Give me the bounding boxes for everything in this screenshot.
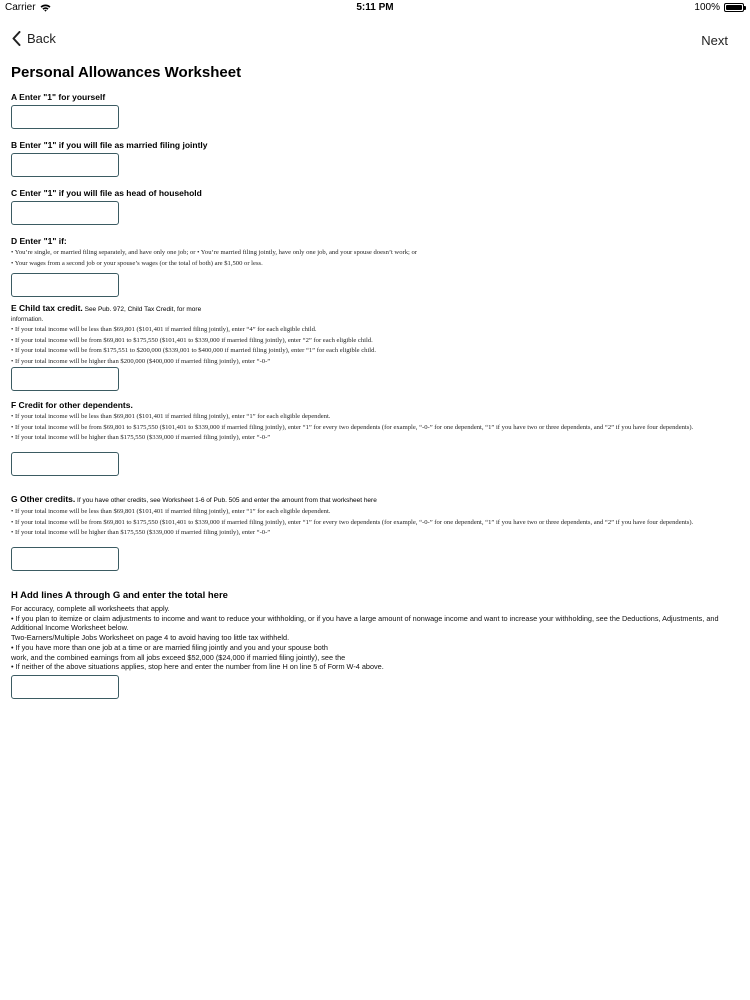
section-e-note: See Pub. 972, Child Tax Credit, for more xyxy=(82,306,202,313)
line-e-input[interactable] xyxy=(11,367,119,391)
line-d-input[interactable] xyxy=(11,273,119,297)
section-c-label: C Enter "1" if you will file as head of household xyxy=(11,188,202,198)
section-d xyxy=(11,236,736,297)
h-text-line: • If you plan to itemize or claim adjustments to income and want to reduce your withholding, or if you have a large amount of nonwage income and want to increase your withholding, see the Deductions, Adjustments, and Additional Income Worksheet below. xyxy=(11,613,719,633)
section-a xyxy=(11,92,736,129)
bullet-text: • If your total income will be less than $69,801 ($101,401 if married filing jointly), enter “1” for each eligible dependent. xyxy=(11,508,331,515)
section-f-label: F Credit for other dependents. xyxy=(11,400,133,410)
bullet-text: • If your total income will be higher than $200,000 ($400,000 if married filing jointly), enter “-0-” xyxy=(11,357,271,365)
carrier-label: Carrier xyxy=(5,2,36,13)
chevron-left-icon xyxy=(12,31,21,46)
battery-percent: 100% xyxy=(694,2,720,13)
section-a-label: A Enter "1" for yourself xyxy=(11,92,106,102)
section-f xyxy=(11,400,736,476)
line-h-input[interactable] xyxy=(11,675,119,699)
line-a-input[interactable] xyxy=(11,105,119,129)
section-e-heading xyxy=(11,303,736,315)
section-g-note: If you have other credits, see Worksheet 1-6 of Pub. 505 and enter the amount from that worksheet here xyxy=(75,497,377,504)
section-c xyxy=(11,188,736,225)
section-g xyxy=(11,494,736,571)
section-b-label: B Enter "1" if you will file as married filing jointly xyxy=(11,140,208,150)
line-b-input[interactable] xyxy=(11,153,119,177)
bullet-text: • Your wages from a second job or your spouse’s wages (or the total of both) are $1,500 or less. xyxy=(11,259,263,267)
section-b xyxy=(11,140,736,177)
bullet-text: • If your total income will be from $69,801 to $175,550 ($101,401 to $339,000 if married filing jointly), enter “1” for every two dependents (for example, “-0-” for one dependent, “1” if you have two or three dependents, and “2” if you have four dependents). xyxy=(11,423,694,431)
section-h-text xyxy=(11,604,736,672)
back-label: Back xyxy=(27,31,56,46)
h-text-line: • If neither of the above situations applies, stop here and enter the number from line H on line 5 of Form W-4 above. xyxy=(11,662,384,672)
status-time: 5:11 PM xyxy=(356,2,394,13)
bullet-text: • You’re single, or married filing separately, and have only one job; or • You’re married filing jointly, have only one job, and your spouse doesn’t work; or xyxy=(11,249,417,256)
back-button[interactable] xyxy=(12,31,56,46)
bullet-text: • If your total income will be less than $69,801 ($101,401 if married filing jointly), enter “4” for each eligible child. xyxy=(11,326,317,333)
section-e-note-2: information. xyxy=(11,316,44,323)
section-g-heading xyxy=(11,494,736,506)
bullet-text: • If your total income will be from $69,801 to $175,550 ($101,401 to $339,000 if married filing jointly), enter “2” for each eligible child. xyxy=(11,336,373,344)
h-text-line: • If you have more than one job at a time or are married filing jointly and you and your spouse both xyxy=(11,642,328,652)
page-title: Personal Allowances Worksheet xyxy=(11,64,242,81)
line-g-input[interactable] xyxy=(11,547,119,571)
section-h-label: H Add lines A through G and enter the total here xyxy=(11,590,228,601)
next-button[interactable]: Next xyxy=(701,33,728,48)
navigation-bar xyxy=(0,28,750,54)
bullet-text: • If your total income will be from $175,551 to $200,000 ($339,001 to $400,000 if married filing jointly), enter “1” for each eligible child. xyxy=(11,347,377,354)
section-g-bullets xyxy=(11,507,736,539)
battery-indicator xyxy=(694,2,744,13)
section-e xyxy=(11,303,736,391)
section-f-bullets xyxy=(11,412,736,444)
section-e-bullets xyxy=(11,325,736,367)
bullet-text: • If your total income will be from $69,801 to $175,550 ($101,401 to $339,000 if married filing jointly), enter “1” for every two dependents (for example, “-0-” for one dependent, “1” if you have two or three dependents, and “2” if you have four dependents). xyxy=(11,518,694,526)
h-text-line: For accuracy, complete all worksheets that apply. xyxy=(11,604,170,613)
h-text-line: work, and the combined earnings from all jobs exceed $52,000 ($24,000 if married filing jointly), see the xyxy=(11,652,346,662)
line-c-input[interactable] xyxy=(11,201,119,225)
bullet-text: • If your total income will be higher than $175,550 ($339,000 if married filing jointly), enter “-0-” xyxy=(11,529,271,536)
battery-icon xyxy=(724,3,744,12)
bullet-text: • If your total income will be higher than $175,550 ($339,000 if married filing jointly), enter “-0-” xyxy=(11,434,271,441)
section-e-label: E Child tax credit. xyxy=(11,303,83,313)
section-g-label: G Other credits. xyxy=(11,494,76,504)
h-text-line: Two-Earners/Multiple Jobs Worksheet on page 4 to avoid having too little tax withheld. xyxy=(11,633,290,643)
status-bar xyxy=(0,0,750,16)
section-h xyxy=(11,590,736,699)
section-d-label: D Enter "1" if: xyxy=(11,236,67,246)
bullet-text: • If your total income will be less than $69,801 ($101,401 if married filing jointly), enter “1” for each eligible dependent. xyxy=(11,413,331,420)
line-f-input[interactable] xyxy=(11,452,119,476)
section-d-bullets xyxy=(11,248,736,269)
